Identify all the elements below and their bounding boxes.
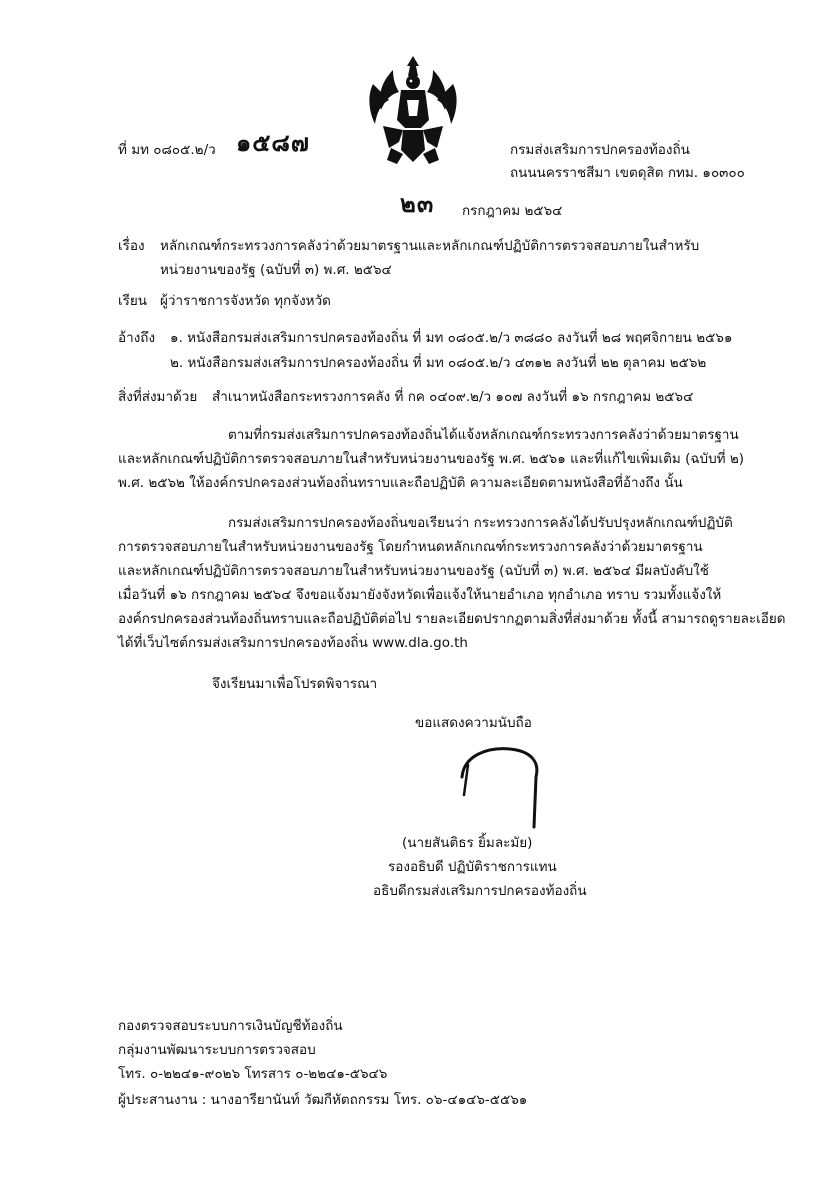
agency-name: กรมส่งเสริมการปกครองท้องถิ่น: [510, 142, 690, 158]
recipient-label: เรียน: [118, 293, 148, 309]
paragraph-2-line: องค์กรปกครองส่วนท้องถิ่นทราบและถือปฏิบัติต่อไป รายละเอียดปรากฏตามสิ่งที่ส่งมาด้วย ทั้งนี้ สามารถดูรายละเอียด: [118, 611, 786, 627]
agency-address: ถนนนครราชสีมา เขตดุสิต กทม. ๑๐๓๐๐: [510, 165, 745, 181]
footer-group: กลุ่มงานพัฒนาระบบการตรวจสอบ: [118, 1042, 316, 1058]
closing-request: จึงเรียนมาเพื่อโปรดพิจารณา: [212, 676, 378, 692]
paragraph-2-line: การตรวจสอบภายในสำหรับหน่วยงานของรัฐ โดยกำหนดหลักเกณฑ์กระทรวงการคลังว่าด้วยมาตรฐาน: [118, 539, 703, 555]
reference-item: ๒. หนังสือกรมส่งเสริมการปกครองท้องถิ่น ที่ มท ๐๘๐๕.๒/ว ๔๓๑๒ ลงวันที่ ๒๒ ตุลาคม ๒๕๖๒: [170, 355, 707, 371]
reference-number-handwritten: ๑๕๘๗: [236, 128, 310, 157]
paragraph-2-line: ได้ที่เว็บไซต์กรมส่งเสริมการปกครองท้องถิ่น www.dla.go.th: [118, 635, 468, 651]
signatory-name: (นายสันติธร ยิ้มละมัย): [402, 835, 533, 851]
paragraph-2-line: เมื่อวันที่ ๑๖ กรกฎาคม ๒๕๖๔ จึงขอแจ้งมายังจังหวัดเพื่อแจ้งให้นายอำเภอ ทุกอำเภอ ทราบ รวมทั้งแจ้งให้: [118, 587, 722, 603]
reference-item: ๑. หนังสือกรมส่งเสริมการปกครองท้องถิ่น ที่ มท ๐๘๐๕.๒/ว ๓๘๘๐ ลงวันที่ ๒๘ พฤศจิกายน ๒๕๖๑: [170, 330, 733, 346]
references-label: อ้างถึง: [118, 330, 156, 346]
garuda-emblem: [353, 50, 473, 170]
enclosure-label: สิ่งที่ส่งมาด้วย: [118, 389, 198, 405]
subject-label: เรื่อง: [118, 238, 145, 254]
footer-phone: โทร. ๐-๒๒๔๑-๙๐๒๖ โทรสาร ๐-๒๒๔๑-๕๖๔๖: [118, 1066, 388, 1082]
signatory-title: อธิบดีกรมส่งเสริมการปกครองท้องถิ่น: [373, 883, 587, 899]
closing-regards: ขอแสดงความนับถือ: [415, 715, 532, 731]
recipient-value: ผู้ว่าราชการจังหวัด ทุกจังหวัด: [160, 293, 331, 309]
paragraph-1-line: พ.ศ. ๒๕๖๒ ให้องค์กรปกครองส่วนท้องถิ่นทราบและถือปฏิบัติ ความละเอียดตามหนังสือที่อ้างถึง นั้น: [118, 475, 683, 491]
paragraph-1-line: และหลักเกณฑ์ปฏิบัติการตรวจสอบภายในสำหรับหน่วยงานของรัฐ พ.ศ. ๒๕๖๑ และที่แก้ไขเพิ่มเติม (ฉบับที่ ๒): [118, 451, 745, 467]
date-month-year: กรกฎาคม ๒๕๖๔: [462, 203, 563, 219]
subject-line-2: หน่วยงานของรัฐ (ฉบับที่ ๓) พ.ศ. ๒๕๖๔: [160, 262, 392, 278]
handwritten-signature: [448, 735, 558, 835]
subject-line-1: หลักเกณฑ์กระทรวงการคลังว่าด้วยมาตรฐานและหลักเกณฑ์ปฏิบัติการตรวจสอบภายในสำหรับ: [160, 238, 700, 254]
paragraph-1-line: ตามที่กรมส่งเสริมการปกครองท้องถิ่นได้แจ้งหลักเกณฑ์กระทรวงการคลังว่าด้วยมาตรฐาน: [228, 427, 739, 443]
date-day-handwritten: ๒๓: [400, 189, 435, 218]
signatory-title: รองอธิบดี ปฏิบัติราชการแทน: [388, 859, 557, 875]
reference-prefix: ที่ มท ๐๘๐๕.๒/ว: [118, 142, 216, 158]
enclosure-value: สำเนาหนังสือกระทรวงการคลัง ที่ กค ๐๔๐๙.๒/ว ๑๐๗ ลงวันที่ ๑๖ กรกฎาคม ๒๕๖๔: [212, 389, 694, 405]
paragraph-2-line: และหลักเกณฑ์ปฏิบัติการตรวจสอบภายในสำหรับหน่วยงานของรัฐ (ฉบับที่ ๓) พ.ศ. ๒๕๖๔ มีผลบังคับใช้: [118, 563, 709, 579]
footer-coordinator: ผู้ประสานงาน : นางอารียานันท์ วัฒกีหัตถกรรม โทร. ๐๖-๔๑๔๖-๕๕๖๑: [118, 1092, 528, 1108]
paragraph-2-line: กรมส่งเสริมการปกครองท้องถิ่นขอเรียนว่า กระทรวงการคลังได้ปรับปรุงหลักเกณฑ์ปฏิบัติ: [228, 515, 733, 531]
footer-division: กองตรวจสอบระบบการเงินบัญชีท้องถิ่น: [118, 1018, 343, 1034]
